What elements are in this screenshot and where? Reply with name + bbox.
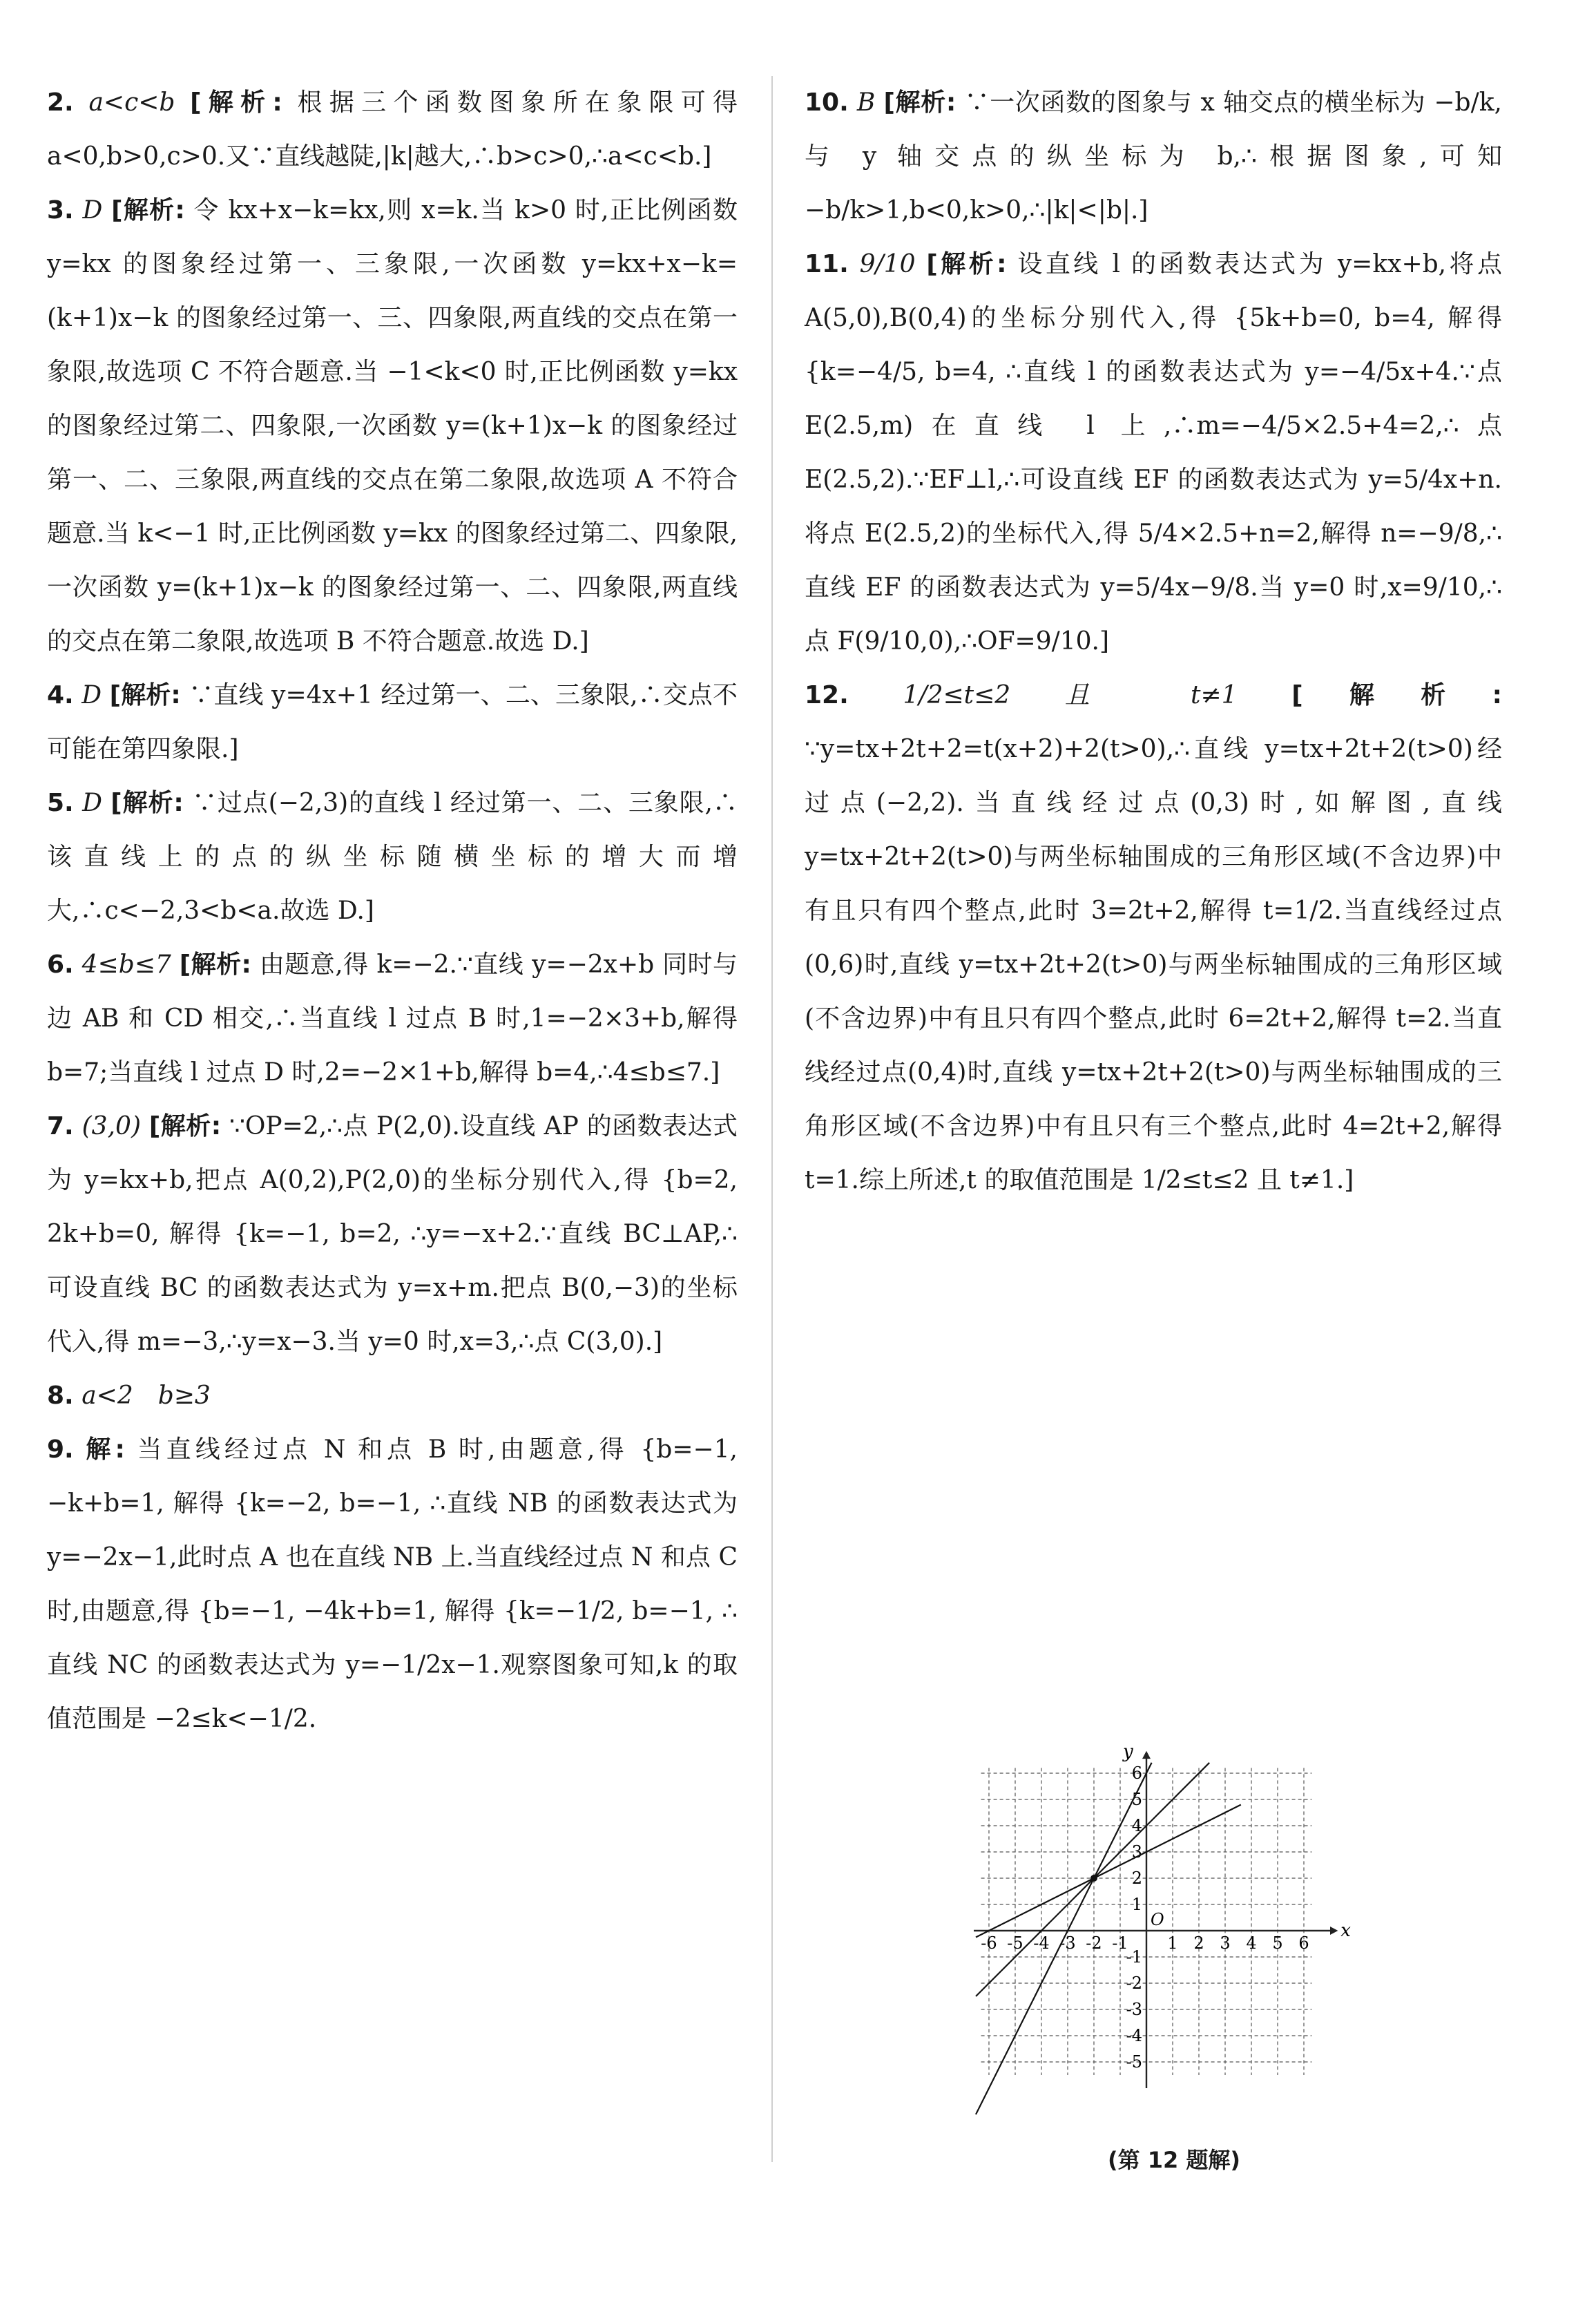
x-tick-label: 6 <box>1298 1933 1309 1953</box>
answer-item <box>47 776 738 938</box>
y-tick-label: 6 <box>1131 1764 1142 1783</box>
answer-item <box>805 669 1502 1207</box>
y-tick-label: -1 <box>1126 1947 1142 1967</box>
item-answer: a<c<b <box>88 88 175 117</box>
item-num: 7. <box>47 1112 74 1140</box>
item-tag: [解析: <box>109 681 181 709</box>
item-tag: [解析: <box>926 250 1007 278</box>
y-tick-label: -5 <box>1126 2052 1142 2072</box>
figure-q12 <box>974 1748 1374 2175</box>
answer-item <box>805 238 1502 669</box>
x-tick-label: 4 <box>1246 1933 1257 1953</box>
x-tick-label: -5 <box>1007 1933 1023 1953</box>
y-tick-label: -3 <box>1126 2000 1142 2019</box>
item-answer: 1/2≤t≤2 且 t≠1 <box>903 681 1238 709</box>
item-num: 10. <box>805 88 849 117</box>
item-text: 当直线经过点 N 和点 B 时,由题意,得 {b=−1, −k+b=1, 解得 {k=−2, b=−1, ∴直线 NB 的函数表达式为 y=−2x−1,此时点 A 也在直线 NB 上.当直线经过点 N 和点 C 时,由题意,得 {b=−1, −4k+b=1, 解得 {k=−1/2, b=−1, ∴直线 NC 的函数表达式为 y=−1/2x−1.观察图象可知,k 的取值范围是 −2≤k<−1/2. <box>47 1435 738 1733</box>
item-num: 6. <box>47 950 74 979</box>
answer-item <box>47 1100 738 1369</box>
answer-item <box>47 76 738 184</box>
item-tag: [解析: <box>1291 681 1502 709</box>
item-text: ∵直线 y=4x+1 经过第一、二、三象限,∴交点不可能在第四象限.] <box>47 681 738 763</box>
item-answer: a<2 b≥3 <box>81 1382 211 1410</box>
item-text: ∵OP=2,∴点 P(2,0).设直线 AP 的函数表达式为 y=kx+b,把点 A(0,2),P(2,0)的坐标分别代入,得 {b=2, 2k+b=0, 解得 {k=−1, b=2, ∴y=−x+2.∵直线 BC⊥AP,∴可设直线 BC 的函数表达式为 y=x+m.把点 B(0,−3)的坐标代入,得 m=−3,∴y=x−3.当 y=0 时,x=3,∴点 C(3,0).] <box>47 1112 738 1356</box>
item-answer: D <box>82 789 102 817</box>
answer-item <box>47 184 738 669</box>
item-num: 9. <box>47 1435 74 1464</box>
answer-item <box>47 1423 738 1746</box>
x-tick-label: -1 <box>1112 1933 1128 1953</box>
item-num: 4. <box>47 681 74 709</box>
y-tick-label: 2 <box>1131 1869 1142 1888</box>
item-tag: [解析: <box>110 789 184 817</box>
item-num: 8. <box>47 1382 74 1410</box>
x-tick-label: -4 <box>1033 1933 1050 1953</box>
y-tick-label: 4 <box>1131 1816 1142 1835</box>
item-answer: 9/10 <box>859 250 916 278</box>
y-tick-label: 5 <box>1131 1790 1142 1809</box>
left-column <box>47 76 738 1746</box>
item-text: 由题意,得 k=−2.∵直线 y=−2x+b 同时与边 AB 和 CD 相交,∴当直线 l 过点 B 时,1=−2×3+b,解得 b=7;当直线 l 过点 D 时,2=−2×1+b,解得 b=4,∴4≤b≤7.] <box>47 950 738 1087</box>
item-tag: [解析: <box>190 88 282 117</box>
item-text: 设直线 l 的函数表达式为 y=kx+b,将点 A(5,0),B(0,4)的坐标分别代入,得 {5k+b=0, b=4, 解得 {k=−4/5, b=4, ∴直线 l 的函数表达式为 y=−4/5x+4.∵点 E(2.5,m)在直线 l 上,∴m=−4/5×2.5+4=2,∴点 E(2.5,2).∵EF⊥l,∴可设直线 EF 的函数表达式为 y=5/4x+n.将点 E(2.5,2)的坐标代入,得 5/4×2.5+n=2,解得 n=−9/8,∴直线 EF 的函数表达式为 y=5/4x−9/8.当 y=0 时,x=9/10,∴点 F(9/10,0),∴OF=9/10.] <box>805 250 1502 656</box>
x-axis-arrow <box>1330 1927 1338 1935</box>
item-num: 12. <box>805 681 849 709</box>
y-axis-label: y <box>1123 1748 1133 1763</box>
x-tick-label: 5 <box>1272 1933 1283 1953</box>
x-tick-label: -6 <box>981 1933 997 1953</box>
item-answer: D <box>82 196 103 224</box>
item-num: 5. <box>47 789 74 817</box>
item-answer: 4≤b≤7 <box>81 950 171 979</box>
item-text: ∵过点(−2,3)的直线 l 经过第一、二、三象限,∴该直线上的点的纵坐标随横坐标的增大而增大,∴c<−2,3<b<a.故选 D.] <box>47 789 738 925</box>
item-tag: [解析: <box>111 196 185 224</box>
origin-label: O <box>1151 1910 1164 1929</box>
answer-item <box>47 938 738 1100</box>
x-tick-label: -2 <box>1086 1933 1102 1953</box>
item-answer: D <box>81 681 102 709</box>
y-tick-label: 1 <box>1131 1895 1142 1914</box>
item-text: 根据三个函数图象所在象限可得 a<0,b>0,c>0.又∵直线越陡,|k|越大,∴b>c>0,∴a<c<b.] <box>47 88 738 171</box>
item-tag: [解析: <box>148 1112 222 1140</box>
coordinate-graph <box>974 1748 1374 2134</box>
item-tag: [解析: <box>883 88 956 117</box>
y-tick-label: -4 <box>1126 2026 1142 2045</box>
axes <box>974 1748 1351 2088</box>
y-tick-label: 3 <box>1131 1842 1142 1862</box>
column-divider <box>771 76 773 2162</box>
tick-labels <box>981 1764 1309 2072</box>
item-text: ∵y=tx+2t+2=t(x+2)+2(t>0),∴直线 y=tx+2t+2(t>0)经过点(−2,2).当直线经过点(0,3)时,如解图,直线 y=tx+2t+2(t>0)与两坐标轴围成的三角形区域(不含边界)中有且只有四个整点,此时 3=2t+2,解得 t=1/2.当直线经过点(0,6)时,直线 y=tx+2t+2(t>0)与两坐标轴围成的三角形区域(不含边界)中有且只有四个整点,此时 6=2t+2,解得 t=2.当直线经过点(0,4)时,直线 y=tx+2t+2(t>0)与两坐标轴围成的三角形区域(不含边界)中有且只有三个整点,此时 4=2t+2,解得 t=1.综上所述,t 的取值范围是 1/2≤t≤2 且 t≠1.] <box>805 735 1502 1194</box>
right-column <box>805 76 1502 1207</box>
y-tick-label: -2 <box>1126 1974 1142 1993</box>
item-num: 11. <box>805 250 849 278</box>
answer-item <box>805 76 1502 238</box>
item-answer: (3,0) <box>81 1112 141 1140</box>
x-tick-label: -3 <box>1059 1933 1076 1953</box>
x-tick-label: 2 <box>1193 1933 1204 1953</box>
item-text: 令 kx+x−k=kx,则 x=k.当 k>0 时,正比例函数 y=kx 的图象经过第一、三象限,一次函数 y=kx+x−k=(k+1)x−k 的图象经过第一、三、四象限,两直线的交点在第一象限,故选项 C 不符合题意.当 −1<k<0 时,正比例函数 y=kx 的图象经过第二、四象限,一次函数 y=(k+1)x−k 的图象经过第一、二、三象限,两直线的交点在第二象限,故选项 A 不符合题意.当 k<−1 时,正比例函数 y=kx 的图象经过第二、四象限,一次函数 y=(k+1)x−k 的图象经过第一、二、四象限,两直线的交点在第二象限,故选项 B 不符合题意.故选 D.] <box>47 196 738 656</box>
answer-item <box>47 669 738 776</box>
item-tag: 解: <box>86 1435 125 1464</box>
x-tick-label: 1 <box>1167 1933 1178 1953</box>
item-tag: [解析: <box>179 950 251 979</box>
answer-item <box>47 1369 738 1423</box>
x-tick-label: 3 <box>1220 1933 1231 1953</box>
item-answer: B <box>856 88 876 117</box>
x-axis-label: x <box>1340 1920 1351 1941</box>
item-num: 3. <box>47 196 74 224</box>
y-axis-arrow <box>1142 1751 1151 1759</box>
item-text: ∵一次函数的图象与 x 轴交点的横坐标为 −b/k,与 y 轴交点的纵坐标为 b,∴根据图象,可知 −b/k>1,b<0,k>0,∴|k|<|b|.] <box>805 88 1502 224</box>
intersection-point <box>1090 1875 1097 1882</box>
figure-caption: (第 12 题解) <box>1107 2147 1241 2173</box>
item-num: 2. <box>47 88 74 117</box>
